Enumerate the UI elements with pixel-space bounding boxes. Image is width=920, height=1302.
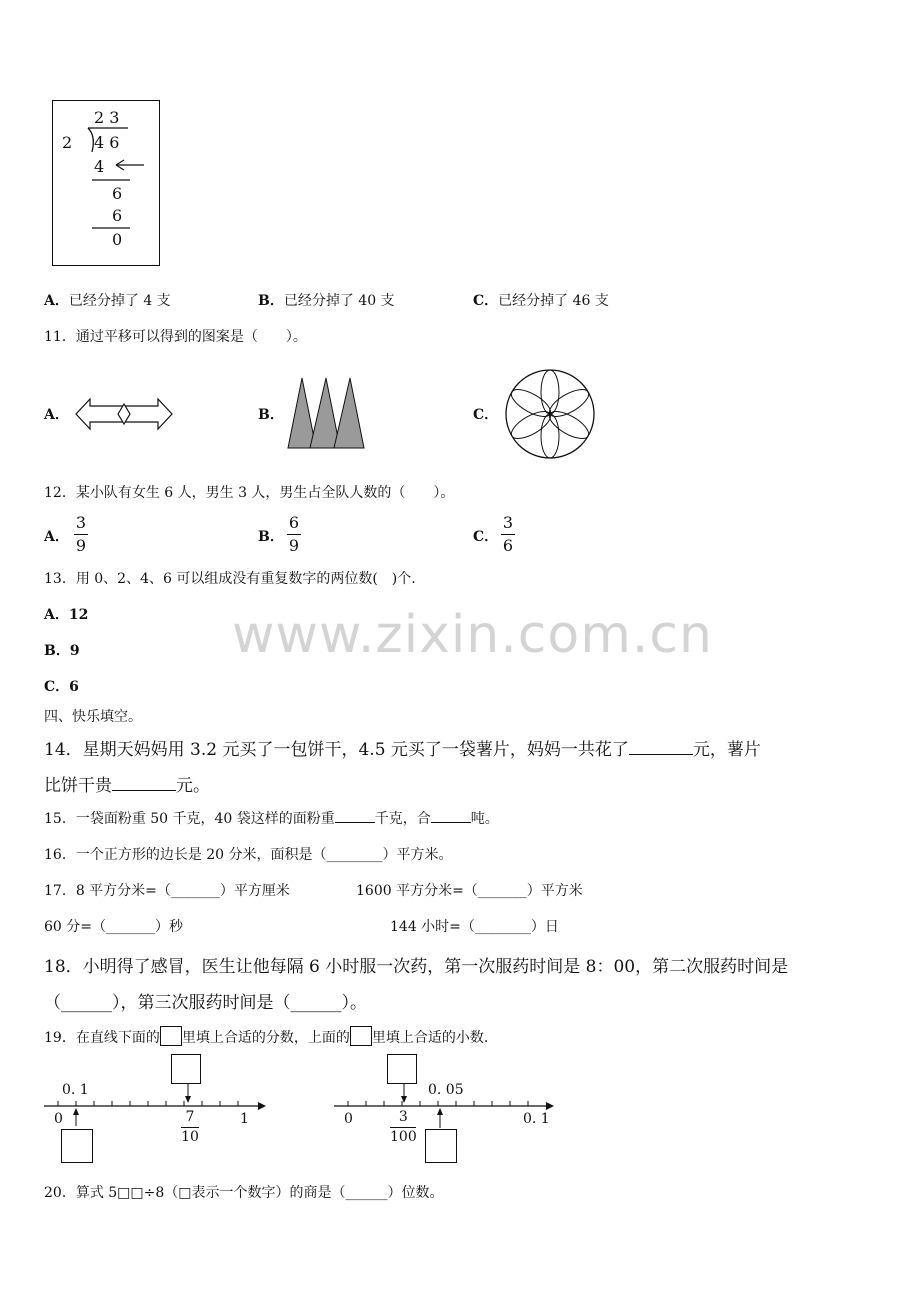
division-step3: 6 [112,206,123,225]
q10-option-b: B．已经分掉了 40 支 [258,293,395,309]
division-remainder: 0 [112,230,123,249]
section-four-title: 四、快乐填空。 [44,709,142,725]
line2-label-top: 0. 05 [428,1082,464,1098]
q12-fraction-a: 3 9 [75,513,87,555]
division-divisor: 2 [62,133,73,152]
q11-figure-b [286,374,368,450]
q17-part-c: 60 分=（_______）秒 [44,919,183,935]
q12-fraction-c: 3 6 [502,513,514,555]
q20-question: 20．算式 5□□÷8（□表示一个数字）的商是（______）位数。 [44,1185,444,1201]
answer-box-decimal-1[interactable] [171,1054,201,1084]
division-step1: 4 [94,157,105,176]
q13-question: 13．用 0、2、4、6 可以组成没有重复数字的两位数( )个. [44,571,416,587]
q12-label-a: A． [44,529,69,545]
q13-option-c: C．6 [44,679,79,695]
q11-label-a: A． [44,407,69,423]
q17-part-d: 144 小时=（________）日 [390,919,559,935]
q13-option-b: B．9 [44,643,80,659]
q11-figure-c [502,366,598,462]
q19-question: 19．在直线下面的 里填上合适的分数，上面的 里填上合适的小数. [44,1026,488,1047]
q14-line1: 14．星期天妈妈用 3.2 元买了一包饼干，4.5 元买了一袋薯片，妈妈一共花了 元，薯片 [44,740,761,760]
q12-label-c: C． [473,529,499,545]
q11-figure-a [74,396,176,432]
line2-label-zero: 0 [344,1111,353,1127]
answer-box-fraction-1[interactable] [61,1129,93,1163]
line2-label-end: 0. 1 [523,1111,550,1127]
q10-option-c: C．已经分掉了 46 支 [473,293,609,309]
answer-box-fraction-2[interactable] [387,1054,417,1084]
line1-label-top: 0. 1 [62,1082,89,1098]
q13-option-a: A．12 [44,607,89,623]
q17-part-b: 1600 平方分米=（_______）平方米 [356,883,583,899]
watermark: www.zixin.com.cn [232,605,713,665]
q12-question: 12．某小队有女生 6 人，男生 3 人，男生占全队人数的（ ）。 [44,485,455,501]
division-quotient: 2 3 [94,108,120,127]
inline-box-icon [160,1026,182,1046]
q11-question: 11．通过平移可以得到的图案是（ ）。 [44,329,307,345]
q16-question: 16．一个正方形的边长是 20 分米，面积是（________）平方米。 [44,847,453,863]
q18-line1: 18．小明得了感冒，医生让他每隔 6 小时服一次药，第一次服药时间是 8：00，第二次服药时间是 [44,957,789,977]
q18-line2: （______），第三次服药时间是（______）。 [44,993,367,1013]
q10-option-a: A．已经分掉了 4 支 [44,293,171,309]
line2-fraction: 3 100 [390,1109,417,1145]
line1-label-one: 1 [240,1111,249,1127]
inline-box-icon [350,1026,372,1046]
division-step2: 6 [112,184,123,203]
q12-label-b: B． [258,529,284,545]
answer-box-decimal-2[interactable] [425,1129,457,1163]
line1-label-zero: 0 [54,1111,63,1127]
q14-line2: 比饼干贵 元。 [44,776,210,796]
line1-fraction: 7 10 [181,1109,199,1145]
q11-label-c: C． [473,407,499,423]
division-dividend: 4 6 [94,133,120,152]
q11-label-b: B． [258,407,284,423]
q12-fraction-b: 6 9 [288,513,300,555]
q15-question: 15．一袋面粉重 50 千克，40 袋这样的面粉重 千克，合 吨。 [44,811,499,827]
q17-part-a: 17．8 平方分米=（_______）平方厘米 [44,883,290,899]
